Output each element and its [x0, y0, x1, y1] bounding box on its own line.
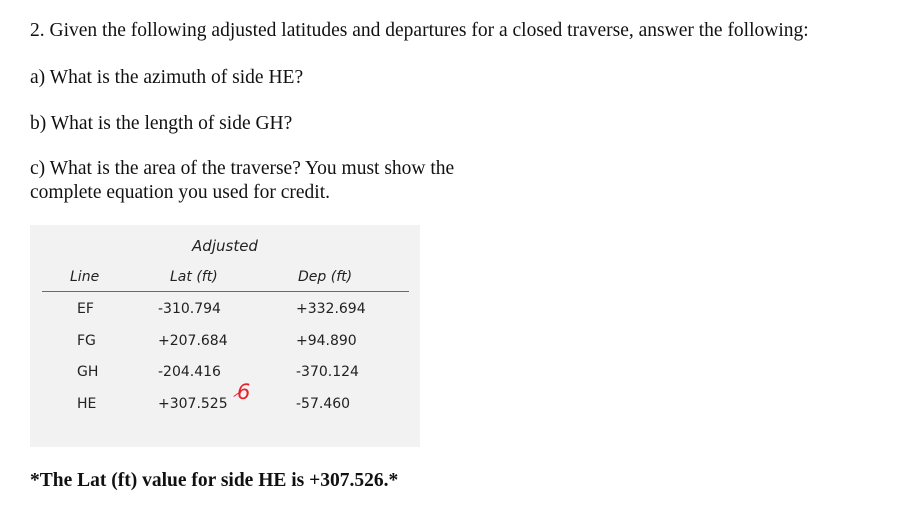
row-he-dep: -57.460: [296, 396, 351, 412]
row-fg-dep: +94.890: [296, 333, 357, 349]
header-line: Line: [70, 269, 100, 285]
row-fg-line: FG: [77, 333, 96, 349]
row-gh-dep: -370.124: [296, 364, 359, 380]
question-main: 2. Given the following adjusted latitudes and departures for a closed traverse, answer the following:: [30, 20, 809, 41]
header-dep: Dep (ft): [298, 269, 353, 285]
question-b: b) What is the length of side GH?: [30, 113, 293, 134]
row-ef-dep: +332.694: [296, 301, 366, 317]
row-gh-lat: -204.416: [158, 364, 221, 380]
question-c: c) What is the area of the traverse? You must show the complete equation you used for credit.: [30, 158, 455, 203]
row-ef-line: EF: [77, 301, 94, 317]
row-he-line: HE: [77, 396, 97, 412]
table-caption: Adjusted: [192, 237, 258, 255]
question-a: a) What is the azimuth of side HE?: [30, 67, 304, 88]
header-divider: [42, 291, 409, 292]
row-gh-line: GH: [77, 364, 99, 380]
row-fg-lat: +207.684: [158, 333, 228, 349]
header-lat: Lat (ft): [170, 269, 218, 285]
row-ef-lat: -310.794: [158, 301, 221, 317]
correction-note: *The Lat (ft) value for side HE is +307.526.*: [30, 470, 399, 491]
handwritten-correction: 6: [237, 380, 251, 404]
traverse-table: [30, 225, 420, 447]
row-he-lat: +307.525: [158, 396, 228, 412]
